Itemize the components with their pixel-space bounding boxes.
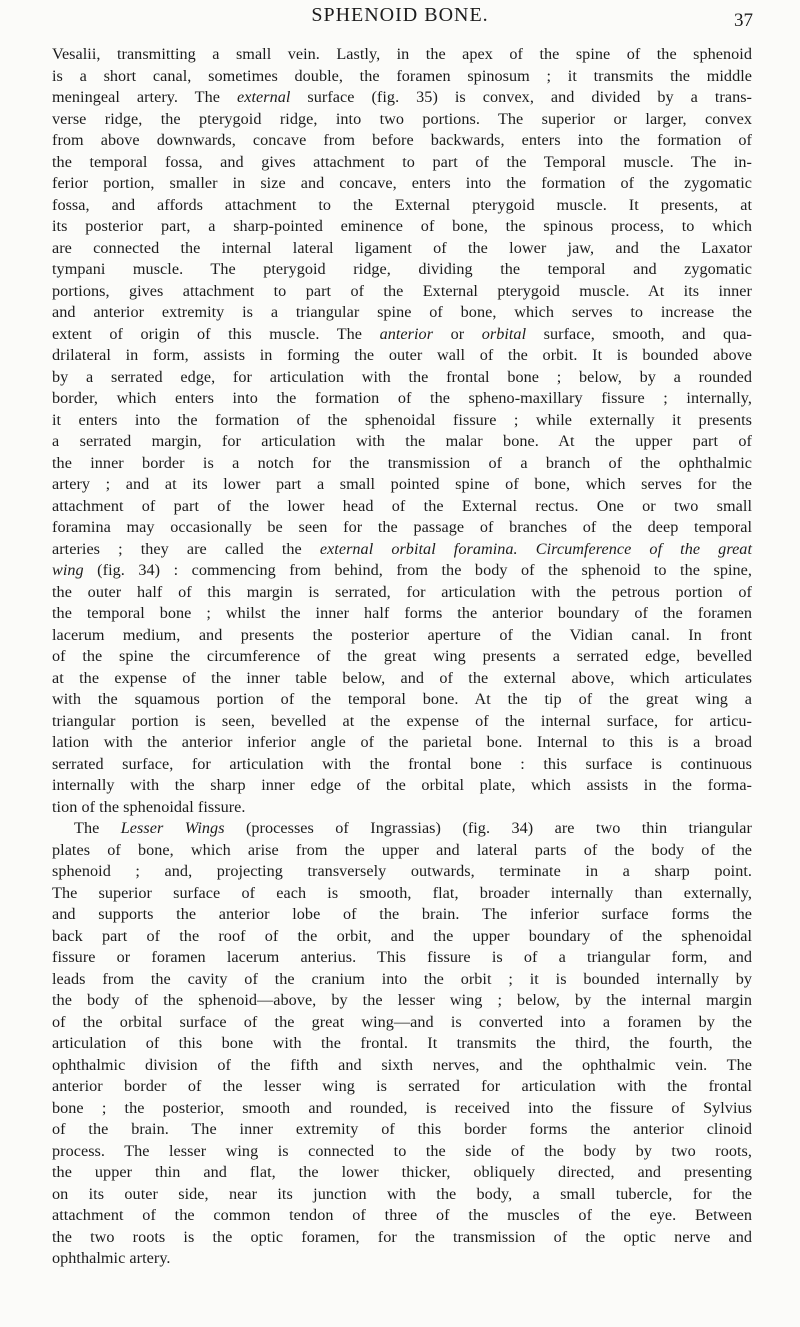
text-line: its posterior part, a sharp-pointed eminence of bone, the spinous process, to which: [52, 217, 752, 235]
text-line: [52, 539, 752, 561]
text-line: on its outer side, near its junction with the body, a small tubercle, for the: [52, 1184, 752, 1203]
text-line: back part of the roof of the orbit, and the upper boundary of the sphenoidal: [52, 926, 752, 945]
text-line: leads from the cavity of the cranium into the orbit ; it is bounded internally by: [52, 969, 752, 988]
text-line: internally with the sharp inner edge of the orbital plate, which assists in the forma-: [52, 776, 752, 794]
text-line: is a short canal, sometimes double, the foramen spinosum ; it transmits the middle: [52, 66, 752, 85]
text-line: portions, gives attachment to part of the External pterygoid muscle. At its inner: [52, 281, 752, 300]
text-line: tion of the sphenoidal fissure.: [52, 797, 246, 816]
text-line: [52, 818, 752, 840]
text-line: The superior surface of each is smooth, flat, broader internally than externally,: [52, 883, 752, 902]
text-run: surface (fig. 35) is convex, and divided by a trans-: [290, 88, 753, 106]
text-line: Vesalii, transmitting a small vein. Lastly, in the apex of the spine of the sphenoid: [52, 45, 752, 63]
italic-term: Lesser Wings: [120, 819, 225, 837]
text-line: the two roots is the optic foramen, for the transmission of the optic nerve and: [52, 1227, 752, 1246]
text-line: the inner border is a notch for the transmission of a branch of the ophthalmic: [52, 453, 752, 472]
text-line: serrated surface, for articulation with the frontal bone : this surface is continuous: [52, 754, 752, 773]
text-line: triangular portion is seen, bevelled at the expense of the internal surface, for articu-: [52, 711, 752, 730]
italic-term: orbital: [481, 324, 527, 343]
text-run: The: [74, 819, 121, 837]
text-line: lacerum medium, and presents the posterior aperture of the Vidian canal. In front: [52, 625, 752, 644]
text-line: [52, 560, 752, 582]
text-run: (fig. 34) : commencing from behind, from the body of the sphenoid to the spine,: [83, 561, 752, 579]
text-line: process. The lesser wing is connected to the side of the body by two roots,: [52, 1141, 752, 1160]
text-run: arteries ; they are called the: [52, 539, 320, 558]
text-line: lation with the anterior inferior angle of the parietal bone. Internal to this is a broad: [52, 733, 752, 751]
text-line: from above downwards, concave from before backwards, enters into the formation of: [52, 131, 752, 149]
text-run: (processes of Ingrassias) (fig. 34) are two thin triangular: [224, 819, 752, 837]
text-line: drilateral in form, assists in forming the outer wall of the orbit. It is bounded above: [52, 346, 752, 364]
text-line: articulation of this bone with the frontal. It transmits the third, the fourth, the: [52, 1034, 752, 1052]
text-line: and anterior extremity is a triangular spine of bone, which serves to increase the: [52, 303, 752, 321]
text-line: foramina may occasionally be seen for the passage of branches of the deep temporal: [52, 518, 752, 536]
text-run: surface, smooth, and qua-: [526, 324, 752, 343]
text-line: attachment of the common tendon of three of the muscles of the eye. Between: [52, 1206, 752, 1224]
italic-term: wing: [52, 561, 84, 579]
text-line: plates of bone, which arise from the upper and lateral parts of the body of the: [52, 840, 752, 859]
text-line: [52, 87, 752, 109]
italic-term: external: [236, 88, 291, 106]
text-line: the body of the sphenoid—above, by the lesser wing ; below, by the internal margin: [52, 991, 752, 1009]
text-line: a serrated margin, for articulation with the malar bone. At the upper part of: [52, 432, 752, 450]
text-line: and supports the anterior lobe of the brain. The inferior surface forms the: [52, 905, 752, 923]
text-line: verse ridge, the pterygoid ridge, into two portions. The superior or larger, convex: [52, 109, 752, 128]
italic-term: anterior: [379, 324, 434, 343]
text-line: of the brain. The inner extremity of this border forms the anterior clinoid: [52, 1120, 752, 1138]
running-header: [0, 4, 800, 34]
text-line: sphenoid ; and, projecting transversely outwards, terminate in a sharp point.: [52, 862, 752, 880]
italic-term: external orbital foramina. Circumference of the great: [319, 539, 752, 558]
text-line: by a serrated edge, for articulation with the frontal bone ; below, by a rounded: [52, 367, 752, 386]
text-run: extent of origin of this muscle. The: [52, 324, 380, 343]
page-title: SPHENOID BONE.: [311, 4, 489, 26]
text-run: meningeal artery. The: [52, 88, 237, 106]
text-line: the temporal bone ; whilst the inner half forms the anterior boundary of the foramen: [52, 604, 752, 622]
text-line: with the squamous portion of the temporal bone. At the tip of the great wing a: [52, 690, 752, 708]
text-line: anterior border of the lesser wing is serrated for articulation with the frontal: [52, 1077, 752, 1095]
text-line: attachment of part of the lower head of the External rectus. One or two small: [52, 496, 752, 515]
text-line: bone ; the posterior, smooth and rounded, is received into the fissure of Sylvius: [52, 1098, 752, 1117]
body-text: [52, 44, 752, 1270]
text-line: the upper thin and flat, the lower thicker, obliquely directed, and presenting: [52, 1163, 752, 1181]
text-line: artery ; and at its lower part a small pointed spine of bone, which serves for the: [52, 475, 752, 493]
text-line: [52, 324, 752, 346]
text-line: of the orbital surface of the great wing—and is converted into a foramen by the: [52, 1012, 752, 1031]
text-line: are connected the internal lateral ligament of the lower jaw, and the Laxator: [52, 238, 752, 257]
text-line: the temporal fossa, and gives attachment to part of the Temporal muscle. The in-: [52, 152, 752, 171]
text-line: fissure or foramen lacerum anterius. This fissure is of a triangular form, and: [52, 948, 752, 966]
text-line: ophthalmic artery.: [52, 1249, 171, 1267]
text-run: or: [433, 324, 482, 343]
text-line: fossa, and affords attachment to the External pterygoid muscle. It presents, at: [52, 195, 752, 214]
text-line: tympani muscle. The pterygoid ridge, dividing the temporal and zygomatic: [52, 260, 752, 278]
page-number: 37: [734, 10, 753, 31]
text-line: of the spine the circumference of the great wing presents a serrated edge, bevelled: [52, 647, 752, 665]
text-line: it enters into the formation of the sphenoidal fissure ; while externally it presents: [52, 410, 752, 429]
text-line: the outer half of this margin is serrated, for articulation with the petrous portion of: [52, 582, 752, 601]
text-line: ophthalmic division of the fifth and sixth nerves, and the ophthalmic vein. The: [52, 1055, 752, 1074]
text-line: at the expense of the inner table below, and of the external above, which articulates: [52, 668, 752, 687]
text-line: border, which enters into the formation of the spheno-maxillary fissure ; internally,: [52, 389, 752, 407]
text-line: ferior portion, smaller in size and concave, enters into the formation of the zygomatic: [52, 174, 752, 192]
